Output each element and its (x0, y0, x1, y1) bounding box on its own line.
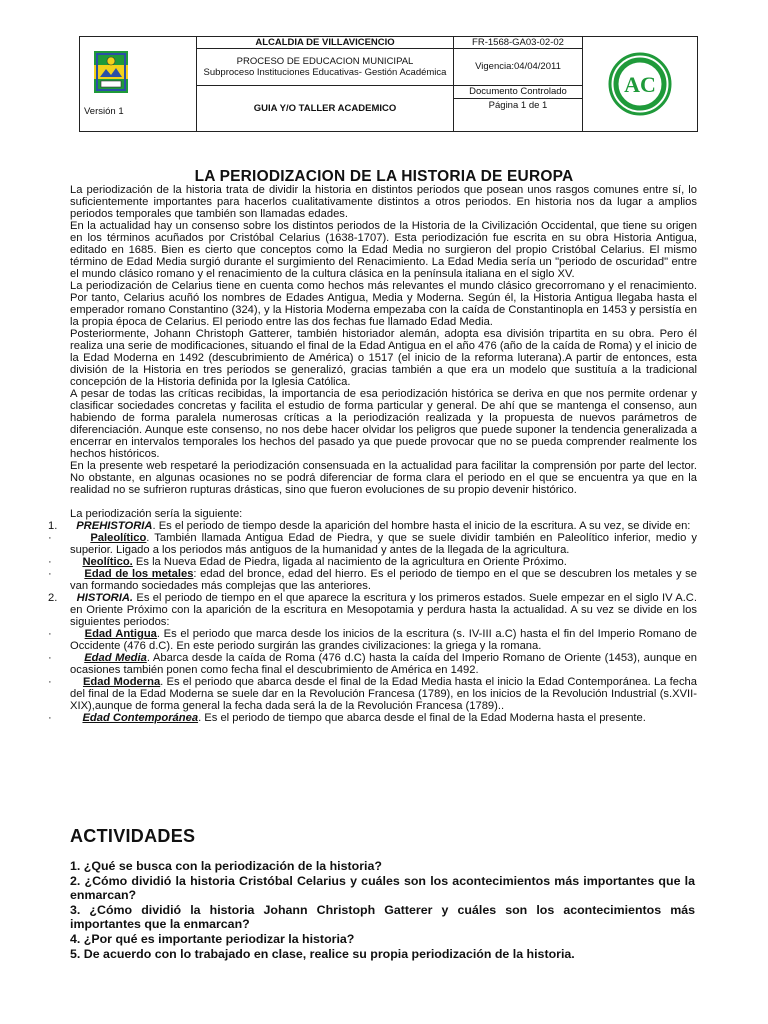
list-item (48, 568, 697, 592)
paragraph: La periodización de Celarius tiene en cuenta como hechos más relevantes el mundo clásico grecorromano y el renacimiento. Por tanto, Celarius acuñó los nombres de Edades Antigua, Media y Moderna. Según él, la Historia Antigua llegaba hasta el emperador romano Constantino (324), y la Historia Moderna empezaba con la caída de Constantinopla en 1453 y persistía en la propia época de Celarius. El periodo entre las dos fechas fue llamado Edad Media. (70, 280, 697, 328)
process-label: PROCESO DE EDUCACION MUNICIPAL (236, 55, 414, 67)
term: Edad de los metales (84, 568, 194, 580)
term-text: . Es el periodo de tiempo que abarca desde el final de la Edad Moderna hasta el presente. (198, 712, 646, 724)
paragraph: En la actualidad hay un consenso sobre los distintos periodos de la Historia de la Civilización Occidental, que tiene su origen en los términos acuñados por Cristóbal Celarius (1638-1707). Esta periodización fue escrita en su obra Historia Antigua, editado en 1685. Bien es cierto que conceptos como la Edad Media no surgieron del propio Cristóbal Celarius. El mismo término de Edad Media surgió durante el surgimiento del Renacimiento. La Edad Media sería un "periodo de oscuridad" entre el mundo clásico romano y el renacimiento de la cultura clásica en la península italiana en el siglo XV. (70, 220, 697, 280)
bullet: · (48, 556, 52, 568)
list-item (48, 556, 697, 568)
bullet: · (48, 568, 52, 580)
controlled-label: Documento Controlado (454, 86, 582, 99)
term: HISTORIA. (76, 592, 134, 604)
list-intro: La periodización sería la siguiente: (70, 508, 243, 520)
bullet: · (48, 652, 52, 664)
org-name: ALCALDIA DE VILLAVICENCIO (197, 37, 454, 49)
paragraph: A pesar de todas las críticas recibidas, la importancia de esa periodización histórica se deriva en que nos permite ordenar y clasificar sociedades concretas y facilita el estudio de forma particular y general. De ahí que se mantenga el consenso, aun habiendo de forma paralela numerosas críticas a la periodización realizada y la propuesta de nuevos parámetros de diferenciación. Aunque este consenso, no nos debe hacer olvidar los peligros que puede suponer la tendencia generalizada a encerrar en intervalos temporales los hechos del pasado ya que puede provocar que no se pueda comprender realmente los hechos históricos. (70, 388, 697, 460)
institution-logo-icon (608, 52, 672, 116)
list-item (48, 532, 697, 556)
term: Edad Moderna (82, 676, 161, 688)
bullet: · (48, 532, 52, 544)
term-text: . Es el periodo que abarca desde el final de la Edad Media hasta el inicio la Edad Contemporánea. La fecha del final de la Edad Moderna se suele dar en la Revolución Francesa (1789), en los inicios de la Revolución Industrial (s.XVII-XIX),aunque de forma general la fecha dada será la de la Revolución Francesa (1789).. (70, 676, 698, 712)
form-code: FR-1568-GA03-02-02 (454, 37, 583, 49)
term: Edad Contemporánea (82, 712, 199, 724)
bullet: · (48, 628, 52, 640)
paragraph: Posteriormente, Johann Christoph Gatterer, también historiador alemán, adopta esa división tripartita en su obra. Pero él realiza una serie de modificaciones, situando el final de la Edad Antigua en el año 476 (año de la caída de Roma) y el inicio de la Edad Moderna en 1492 (descubrimiento de América) o 1517 (el inicio de la reforma luterana).A partir de entonces, esta división de la Historia en tres periodos se generalizó, gracias también a que era un modelo que sustituía a la tradicional concepción de la Historia definida por la Iglesia Católica. (70, 328, 697, 388)
list-item (48, 628, 697, 652)
activity-item: 5. De acuerdo con lo trabajado en clase, realice su propia periodización de la historia. (70, 946, 575, 961)
header-table (79, 36, 698, 132)
bullet: · (48, 676, 52, 688)
list-number: 2. (48, 592, 58, 604)
paragraph: En la presente web respetaré la periodización consensuada en la actualidad para facilitar la comprensión por parte del lector. No obstante, en algunas ocasiones no se podrá diferenciar de forma clara el periodo en el que se encuentra ya que en la realidad no se sufrieron rupturas drásticas, sino que fueron evoluciones de su propio devenir histórico. (70, 460, 697, 496)
list-item (48, 676, 698, 712)
subprocess-label: Subproceso Instituciones Educativas- Gestión Académica (203, 66, 447, 78)
term-text: . Es el periodo de tiempo desde la aparición del hombre hasta el inicio de la escritura. A su vez, se divide en: (152, 520, 691, 532)
main-content (48, 184, 698, 724)
vigencia: Vigencia:04/04/2011 (454, 49, 583, 85)
page-number: Página 1 de 1 (488, 99, 548, 111)
term: Neolítico. (82, 556, 133, 568)
bullet: · (48, 712, 52, 724)
term-text: : edad del bronce, edad del hierro. Es el periodo de tiempo en el que se descubren los metales y se van formando sociedades más complejas que las anteriores. (70, 568, 697, 592)
process-name (197, 49, 454, 85)
term: Paleolítico (90, 532, 147, 544)
term-text: . Es el periodo que marca desde los inicios de la escritura (s. IV-III a.C) hasta el fin del Imperio Romano de Occidente (476 d.C). En este periodo surgirán las grandes civilizaciones: la griega y la romana. (70, 628, 697, 652)
doc-title: GUIA Y/O TALLER ACADEMICO (197, 85, 454, 132)
term-text: Es el periodo de tiempo en el que aparece la escritura y los primeros estados. Suele empezar en el siglo IV A.C. en Oriente Próximo con la aparición de la escritura en Mesopotamia y perdura hasta la actualidad. A su vez se divide en los siguientes periodos: (70, 592, 697, 628)
term: PREHISTORIA (76, 520, 153, 532)
activity-item: 1. ¿Qué se busca con la periodización de la historia? (70, 859, 382, 873)
list-item (48, 652, 697, 676)
activities-list (70, 859, 695, 961)
institution-logo-cell (583, 37, 698, 132)
villavicencio-crest-icon (94, 51, 128, 93)
doc-control (454, 85, 583, 132)
list-item-prehistoria (48, 520, 697, 532)
activities-heading: ACTIVIDADES (70, 826, 196, 846)
term-text: . También llamada Antigua Edad de Piedra, y que se suele dividir también en Paleolítico inferior, medio y superior. Ligado a los periodos más antiguos de la humanidad y antes de la llegada de la agricultura. (70, 532, 697, 556)
crest-cell (80, 37, 197, 132)
page-title: LA PERIODIZACION DE LA HISTORIA DE EUROPA (194, 168, 574, 185)
term: Edad Antigua (84, 628, 157, 640)
logo-monogram: AC (624, 72, 656, 97)
term: Edad Media (84, 652, 147, 664)
term-text: . Abarca desde la caída de Roma (476 d.C) hasta la caída del Imperio Romano de Oriente (1453), aunque en ocasiones también ponen como fecha final el descubrimiento de América en 1492. (70, 652, 697, 676)
activity-item: 3. ¿Cómo dividió la historia Johann Christoph Gatterer y cuáles son los acontecimientos más importantes que la enmarcan? (70, 902, 695, 932)
list-item-historia (48, 592, 697, 628)
document-header (79, 36, 689, 132)
activity-item: 2. ¿Cómo dividió la historia Cristóbal Celarius y cuáles son los acontecimientos más importantes que la enmarcan? (70, 873, 695, 903)
paragraph: La periodización de la historia trata de dividir la historia en distintos periodos que posean unos rasgos comunes entre sí, lo suficientemente importantes para hacerlos cualitativamente distintos a otros periodos. En historia nos da lugar a amplios periodos temporales que también son llamadas edades. (70, 184, 697, 220)
activity-item: 4. ¿Por qué es importante periodizar la historia? (70, 931, 355, 946)
list-number: 1. (48, 520, 58, 532)
version-label: Versión 1 (84, 106, 124, 117)
list-item (48, 712, 697, 724)
term-text: Es la Nueva Edad de Piedra, ligada al nacimiento de la agricultura en Oriente Próximo. (132, 556, 567, 568)
